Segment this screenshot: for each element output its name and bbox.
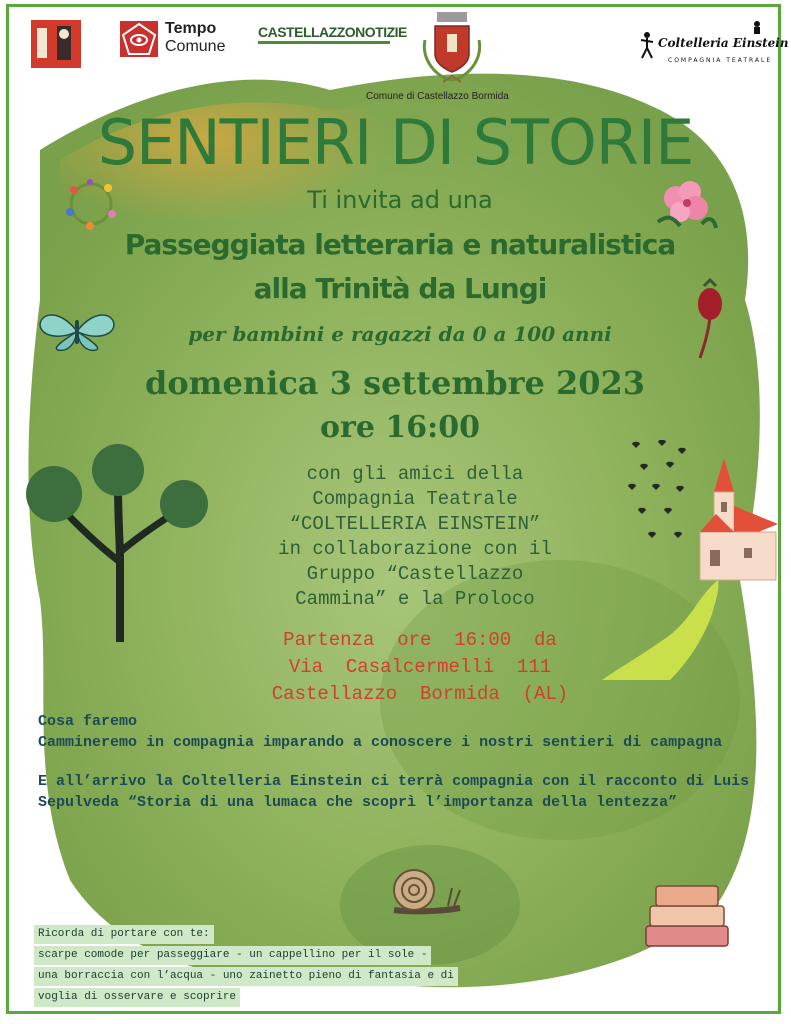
- event-date: domenica 3 settembre 2023: [144, 364, 646, 402]
- organizers-line: con gli amici della: [306, 463, 524, 485]
- tempo-eye-icon: [120, 21, 158, 57]
- organizers-block: [180, 462, 650, 612]
- activities-paragraph-1: Cammineremo in compagnia imparando a conoscere i nostri sentieri di campagna: [38, 734, 723, 751]
- tempo-line1: Tempo: [165, 20, 217, 37]
- municipal-crest: [417, 10, 487, 90]
- church-icon: [696, 458, 782, 582]
- audience-line: per bambini e ragazzi da 0 a 100 anni: [188, 322, 612, 346]
- reminder-line: voglia di osservare e scoprire: [34, 988, 240, 1007]
- theatre-logo: [27, 16, 85, 72]
- tempo-comune-logo: [120, 20, 235, 60]
- reminder-block: [34, 925, 458, 1009]
- departure-block: [190, 627, 650, 708]
- poster-title: SENTIERI DI STORIE: [97, 106, 694, 179]
- activities-block: [38, 711, 758, 813]
- organizers-line: Gruppo “Castellazzo: [306, 563, 524, 585]
- departure-line: Castellazzo Bormida (AL): [271, 683, 569, 705]
- theatre-scene-icon: [27, 16, 85, 72]
- organizers-line: Compagnia Teatrale: [312, 488, 518, 510]
- departure-line: Via Casalcermelli 111: [288, 656, 552, 678]
- activities-paragraph-2: E all’arrivo la Coltelleria Einstein ci terrà compagnia con il racconto di Luis Sepulveda “Storia di una lumaca che scoprì l’importanza della lentezza”: [38, 773, 759, 811]
- books-icon: [640, 882, 732, 950]
- rosehip-icon: [694, 278, 728, 360]
- juggler-figure-icon: [638, 30, 658, 60]
- comune-label: Comune di Castellazzo Bormida: [366, 91, 509, 102]
- event-time: ore 16:00: [320, 410, 480, 445]
- organizers-line: Cammina” e la Proloco: [295, 588, 535, 610]
- notizie-name: CASTELLAZZONOTIZIE: [258, 24, 407, 40]
- einstein-subtitle: COMPAGNIA TEATRALE: [668, 57, 773, 64]
- reminder-line: una borraccia con l’acqua - uno zainetto pieno di fantasia e di: [34, 967, 458, 986]
- invite-line: Ti invita ad una: [307, 186, 493, 214]
- organizers-line: “COLTELLERIA EINSTEIN”: [289, 513, 541, 535]
- departure-line: Partenza ore 16:00 da: [283, 629, 557, 651]
- pink-flower-icon: [652, 176, 718, 234]
- einstein-name: Coltelleria Einstein: [658, 36, 789, 50]
- figure-silhouette-icon: [750, 20, 764, 34]
- coltelleria-einstein-logo: [638, 20, 789, 66]
- tempo-line2: Comune: [165, 38, 226, 55]
- paragraph-gap: [38, 753, 758, 771]
- reminder-line: Ricorda di portare con te:: [34, 925, 214, 944]
- walk-line-2: alla Trinità da Lungi: [253, 272, 547, 305]
- flower-wreath-icon: [60, 176, 122, 232]
- walk-line-1: Passeggiata letteraria e naturalistica: [124, 228, 676, 261]
- reminder-line: scarpe comode per passeggiare - un cappellino per il sole -: [34, 946, 431, 965]
- notizie-underline: [258, 41, 390, 44]
- crest-icon: [417, 10, 487, 90]
- organizers-line: in collaborazione con il: [278, 538, 552, 560]
- castellazzo-notizie-logo: [258, 24, 407, 50]
- snail-icon: [388, 866, 464, 916]
- activities-heading: Cosa faremo: [38, 713, 138, 730]
